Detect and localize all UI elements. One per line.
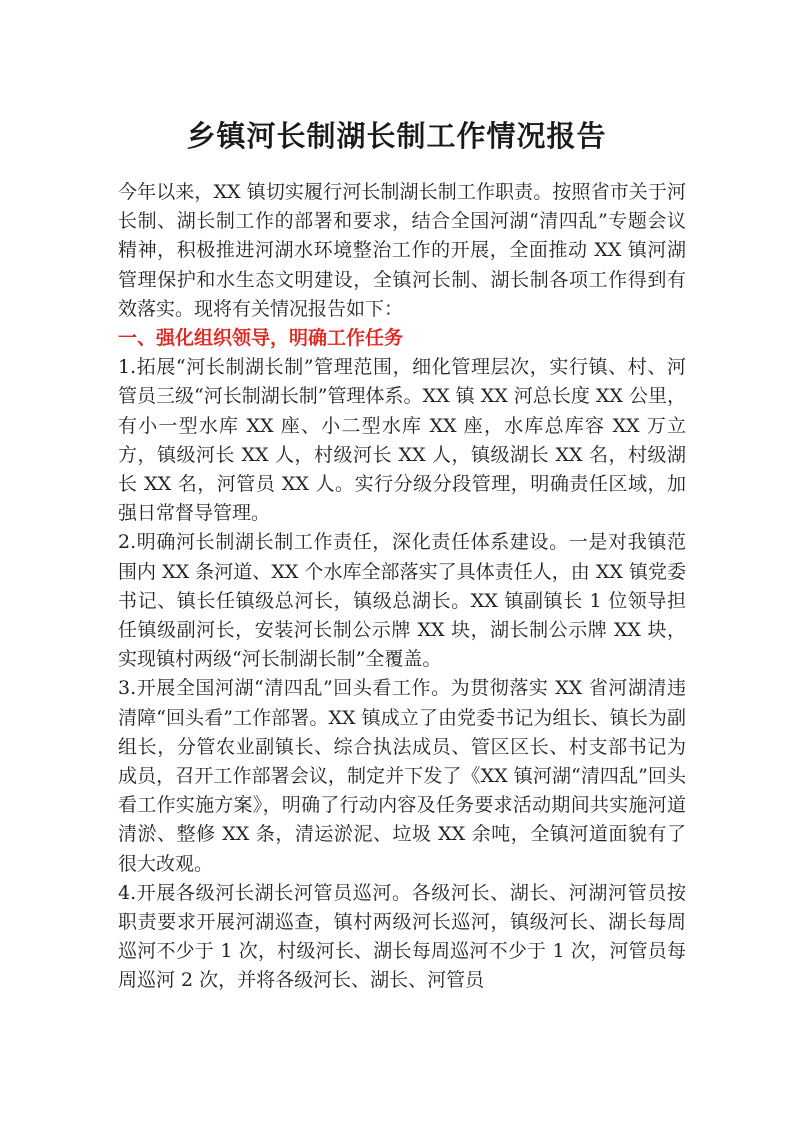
section-heading: 一、强化组织领导，明确工作任务 (118, 327, 404, 350)
list-item: 4.开展各级河长湖长河管员巡河。各级河长、湖长、河湖河管员按职责要求开展河湖巡查，镇村两级河长巡河，镇级河长、湖长每周巡河不少于 1 次，村级河长、湖长每周巡河不少于 1 次，河管员每周巡河 2 次，并将各级河长、湖长、河管员 (118, 881, 686, 992)
list-item: 3.开展全国河湖“清四乱”回头看工作。为贯彻落实 XX 省河湖清违清障“回头看”工作部署。XX 镇成立了由党委书记为组长、镇长为副组长，分管农业副镇长、综合执法成员、管区区长、村支部书记为成员，召开工作部署会议，制定并下发了《XX 镇河湖“清四乱”回头看工作实施方案》，明确了行动内容及任务要求活动期间共实施河道清淤、整修 XX 条，清运淤泥、垃圾 XX 余吨，全镇河道面貌有了很大改观。 (118, 677, 686, 875)
document-title: 乡镇河长制湖长制工作情况报告 (186, 119, 607, 153)
document-body (118, 178, 686, 996)
intro-paragraph: 今年以来，XX 镇切实履行河长制湖长制工作职责。按照省市关于河长制、湖长制工作的部署和要求，结合全国河湖“清四乱”专题会议精神，积极推进河湖水环境整治工作的开展，全面推动 XX 镇河湖管理保护和水生态文明建设，全镇河长制、湖长制各项工作得到有效落实。现将有关情况报告如下： (118, 181, 686, 320)
list-item: 1.拓展“河长制湖长制”管理范围，细化管理层次，实行镇、村、河管员三级“河长制湖长制”管理体系。XX 镇 XX 河总长度 XX 公里，有小一型水库 XX 座、小二型水库 XX 座，水库总库容 XX 万立方，镇级河长 XX 人，村级河长 XX 人，镇级湖长 XX 名，村级湖长 XX 名，河管员 XX 人。实行分级分段管理，明确责任区域，加强日常督导管理。 (118, 356, 686, 525)
list-item: 2.明确河长制湖长制工作责任，深化责任体系建设。一是对我镇范围内 XX 条河道、XX 个水库全部落实了具体责任人，由 XX 镇党委书记、镇长任镇级总河长，镇级总湖长。XX 镇副镇长 1 位领导担任镇级副河长，安装河长制公示牌 XX 块，湖长制公示牌 XX 块，实现镇村两级“河长制湖长制”全覆盖。 (118, 531, 686, 671)
